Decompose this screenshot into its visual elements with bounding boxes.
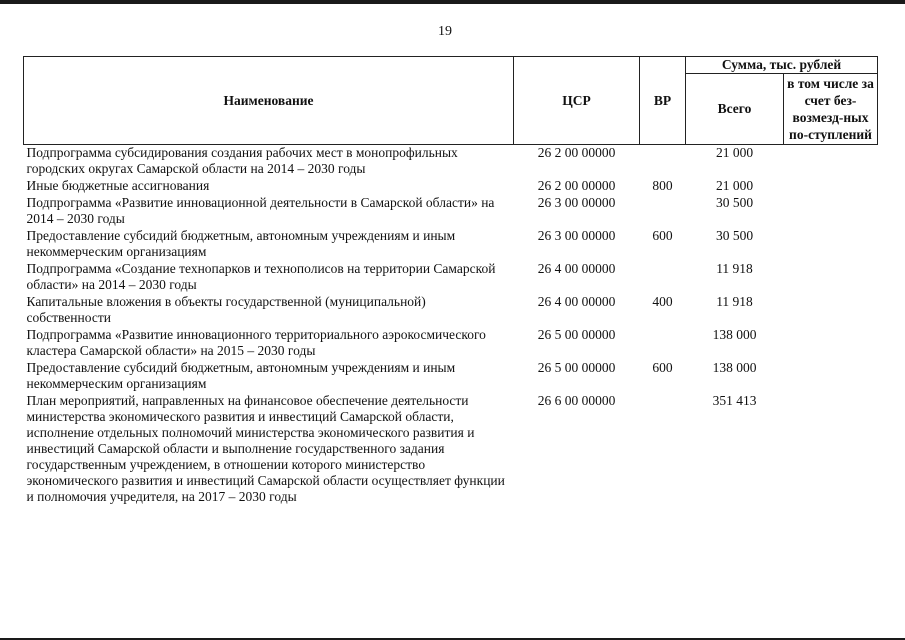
header-csr: ЦСР: [514, 57, 640, 145]
row-name: Капитальные вложения в объекты государственной (муниципальной) собственности: [26, 294, 426, 325]
table-row: [24, 294, 878, 327]
row-csr: 26 4 00 00000: [537, 261, 616, 276]
row-free: [784, 228, 878, 261]
row-name: Подпрограмма «Развитие инновационного территориального аэрокосмического кластера Самарской области» на 2015 – 2030 годы: [26, 327, 486, 358]
row-name: Иные бюджетные ассигнования: [26, 178, 210, 193]
row-csr: 26 4 00 00000: [537, 294, 616, 309]
row-free: [784, 327, 878, 360]
row-name: План мероприятий, направленных на финансовое обеспечение деятельности министерства экономического развития и инвестиций Самарской области, исполнение отдельных полномочий министерства экономического развития и инвестиций Самарской области и выполнение государственного задания государственным учреждением, в отношении которого министерство экономического развития и инвестиций Самарской области осуществляет функции и полномочия учредителя, на 2017 – 2030 годы: [26, 393, 505, 504]
budget-table: [23, 56, 878, 506]
row-vr: [640, 327, 686, 360]
table-row: [24, 145, 878, 179]
row-name: Предоставление субсидий бюджетным, автономным учреждениям и иным некоммерческим организациям: [26, 228, 456, 259]
header-total: Всего: [686, 74, 784, 145]
row-free: [784, 360, 878, 393]
row-total: 21 000: [715, 178, 754, 193]
top-border: [0, 0, 905, 4]
row-total: 30 500: [715, 195, 754, 210]
page-number: 19: [438, 24, 452, 39]
row-csr: 26 2 00 00000: [537, 178, 616, 193]
table-row: [24, 228, 878, 261]
row-vr: 600: [652, 228, 673, 243]
row-total: 11 918: [716, 261, 753, 276]
row-csr: 26 5 00 00000: [537, 327, 616, 342]
row-total: 30 500: [715, 228, 754, 243]
row-free: [784, 145, 878, 179]
row-total: 138 000: [712, 360, 757, 375]
row-free: [784, 294, 878, 327]
header-sum-group: Сумма, тыс. рублей: [686, 57, 878, 74]
row-vr: 400: [652, 294, 673, 309]
header-incl-free: в том числе за счет без-возмезд-ных по-ступлений: [784, 74, 878, 145]
row-vr: 600: [652, 360, 673, 375]
row-free: [784, 393, 878, 506]
row-csr: 26 6 00 00000: [537, 393, 616, 408]
table-row: [24, 261, 878, 294]
table-row: [24, 393, 878, 506]
row-free: [784, 195, 878, 228]
row-total: 11 918: [716, 294, 753, 309]
row-vr: [640, 393, 686, 506]
row-total: 351 413: [712, 393, 757, 408]
header-vr: ВР: [640, 57, 686, 145]
row-csr: 26 2 00 00000: [537, 145, 616, 160]
row-free: [784, 178, 878, 195]
header-name: Наименование: [24, 57, 514, 145]
row-csr: 26 5 00 00000: [537, 360, 616, 375]
row-vr: [640, 195, 686, 228]
row-name: Предоставление субсидий бюджетным, автономным учреждениям и иным некоммерческим организациям: [26, 360, 456, 391]
row-name: Подпрограмма «Создание технопарков и технополисов на территории Самарской области» на 2014 – 2030 годы: [26, 261, 496, 292]
row-total: 138 000: [712, 327, 757, 342]
row-csr: 26 3 00 00000: [537, 228, 616, 243]
table-header: [24, 57, 878, 145]
table-row: [24, 327, 878, 360]
row-vr: [640, 145, 686, 179]
table-row: [24, 195, 878, 228]
row-total: 21 000: [715, 145, 754, 160]
row-name: Подпрограмма «Развитие инновационной деятельности в Самарской области» на 2014 – 2030 годы: [26, 195, 495, 226]
row-vr: [640, 261, 686, 294]
row-name: Подпрограмма субсидирования создания рабочих мест в монопрофильных городских округах Самарской области на 2014 – 2030 годы: [26, 145, 458, 176]
table-row: [24, 360, 878, 393]
row-csr: 26 3 00 00000: [537, 195, 616, 210]
table-row: [24, 178, 878, 195]
row-free: [784, 261, 878, 294]
row-vr: 800: [652, 178, 673, 193]
